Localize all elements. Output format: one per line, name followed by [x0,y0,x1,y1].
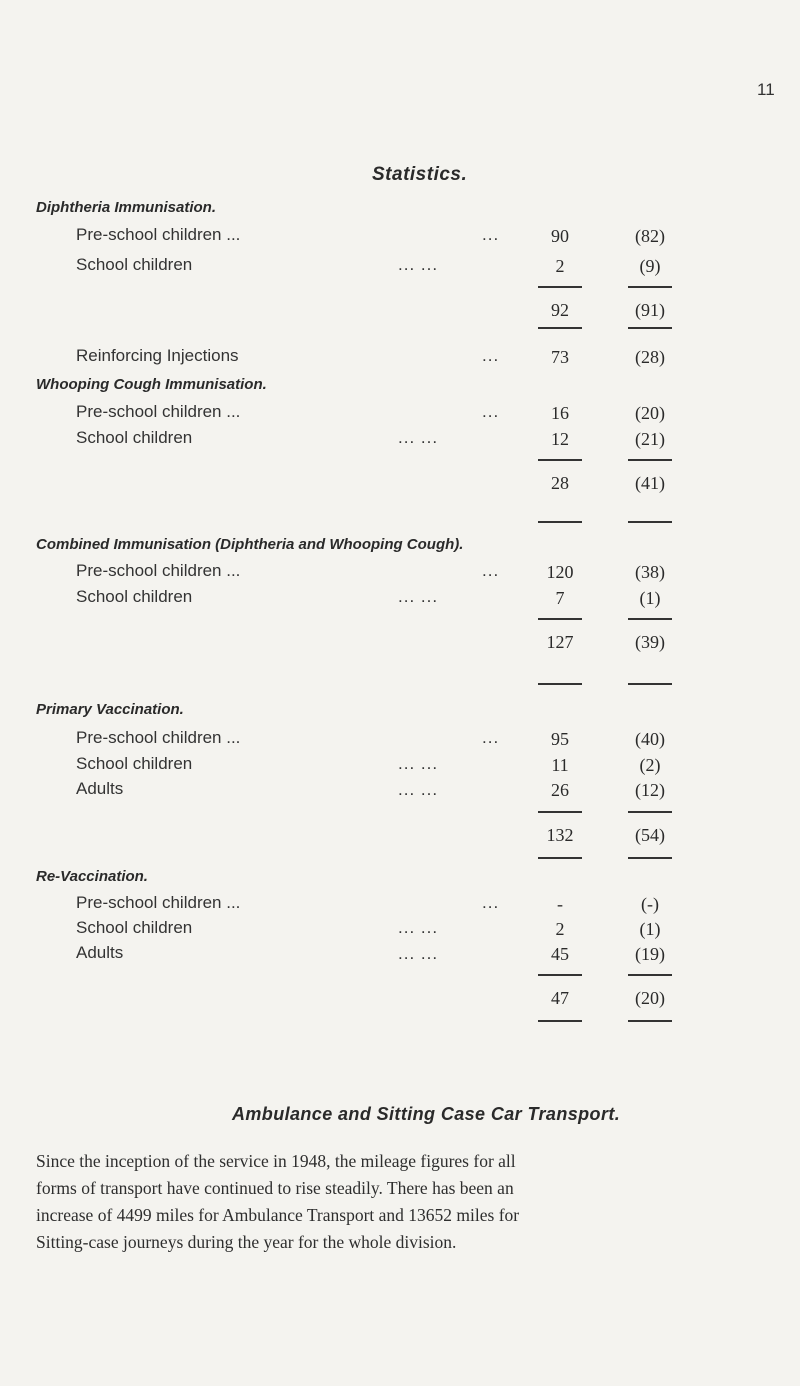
row-dots: ... ... [398,944,439,963]
row-label: School children [76,255,193,274]
total-rule [628,327,672,329]
row-label: School children [76,754,193,773]
row-label: Pre-school children ... [76,225,241,244]
section-heading-primary: Primary Vaccination. [36,701,184,718]
total-rule [628,521,672,523]
subtotal-rule [628,811,672,813]
row-dots: ... ... [398,918,439,937]
total-value: 127 [546,632,574,652]
row-prev-value: (2) [639,755,661,775]
section-heading-revaccination: Re-Vaccination. [36,868,148,885]
row-dots: ... [482,225,500,244]
total-rule [538,327,582,329]
total-prev-value: (91) [635,300,665,320]
total-value: 47 [551,988,569,1008]
reinforcing-prev-value: (28) [635,347,665,367]
total-rule [538,683,582,685]
row-label: School children [76,428,193,447]
paragraph-line: forms of transport have continued to rise steadily. There has been an [36,1178,514,1198]
row-dots: ... [482,402,500,421]
paragraph-line: Sitting-case journeys during the year for the whole division. [36,1232,457,1252]
subtotal-rule [628,286,672,288]
row-dots: ... [482,728,500,747]
row-prev-value: (1) [639,919,661,939]
row-dots: ... [482,893,500,912]
row-label: Pre-school children ... [76,561,241,580]
total-value: 28 [551,473,569,493]
subtotal-rule [538,286,582,288]
total-rule [538,521,582,523]
total-prev-value: (39) [635,632,665,652]
row-value: 26 [551,780,569,800]
reinforcing-label: Reinforcing Injections [76,346,239,365]
row-prev-value: (21) [635,429,665,449]
subtotal-rule [628,974,672,976]
row-dots: ... ... [398,587,439,606]
paragraph-line: increase of 4499 miles for Ambulance Transport and 13652 miles for [36,1205,520,1225]
row-prev-value: (12) [635,780,665,800]
reinforcing-value: 73 [551,347,569,367]
total-prev-value: (41) [635,473,665,493]
row-value: 2 [555,256,565,276]
row-value: 120 [546,562,574,582]
row-dots: ... ... [398,780,439,799]
row-label: School children [76,918,193,937]
row-label: School children [76,587,193,606]
row-value: 11 [551,755,569,775]
section-heading-diphtheria: Diphtheria Immunisation. [36,199,217,216]
row-value: 2 [555,919,565,939]
subtotal-rule [628,618,672,620]
row-dots: ... ... [398,754,439,773]
total-prev-value: (54) [635,825,665,845]
row-value: 7 [555,588,565,608]
row-dots: ... ... [398,255,439,274]
subtotal-rule [628,459,672,461]
section-title-ambulance: Ambulance and Sitting Case Car Transport. [232,1104,621,1124]
total-rule [538,857,582,859]
row-value: 45 [551,944,569,964]
page-number: 11 [757,80,775,99]
total-rule [628,857,672,859]
row-value: 16 [551,403,569,423]
total-rule [628,683,672,685]
row-value: 12 [551,429,569,449]
row-value: - [557,894,563,914]
total-prev-value: (20) [635,988,665,1008]
row-prev-value: (20) [635,403,665,423]
row-prev-value: (9) [639,256,661,276]
row-dots: ... ... [398,428,439,447]
row-label: Pre-school children ... [76,728,241,747]
total-rule [628,1020,672,1022]
row-prev-value: (82) [635,226,665,246]
row-value: 95 [551,729,569,749]
total-value: 92 [551,300,569,320]
row-prev-value: (1) [639,588,661,608]
row-prev-value: (-) [641,894,659,914]
ambulance-paragraph [36,1148,776,1256]
row-prev-value: (40) [635,729,665,749]
row-label: Pre-school children ... [76,893,241,912]
subtotal-rule [538,618,582,620]
subtotal-rule [538,974,582,976]
row-label: Adults [76,943,124,962]
page-title: Statistics. [372,164,468,185]
section-heading-combined: Combined Immunisation (Diphtheria and Whooping Cough). [36,536,464,553]
row-dots: ... [482,346,500,365]
row-label: Adults [76,779,124,798]
subtotal-rule [538,811,582,813]
row-dots: ... [482,561,500,580]
row-prev-value: (19) [635,944,665,964]
total-value: 132 [546,825,574,845]
row-prev-value: (38) [635,562,665,582]
section-heading-whooping: Whooping Cough Immunisation. [36,376,267,393]
subtotal-rule [538,459,582,461]
row-value: 90 [551,226,569,246]
paragraph-line: Since the inception of the service in 1948, the mileage figures for all [36,1151,516,1171]
row-label: Pre-school children ... [76,402,241,421]
total-rule [538,1020,582,1022]
